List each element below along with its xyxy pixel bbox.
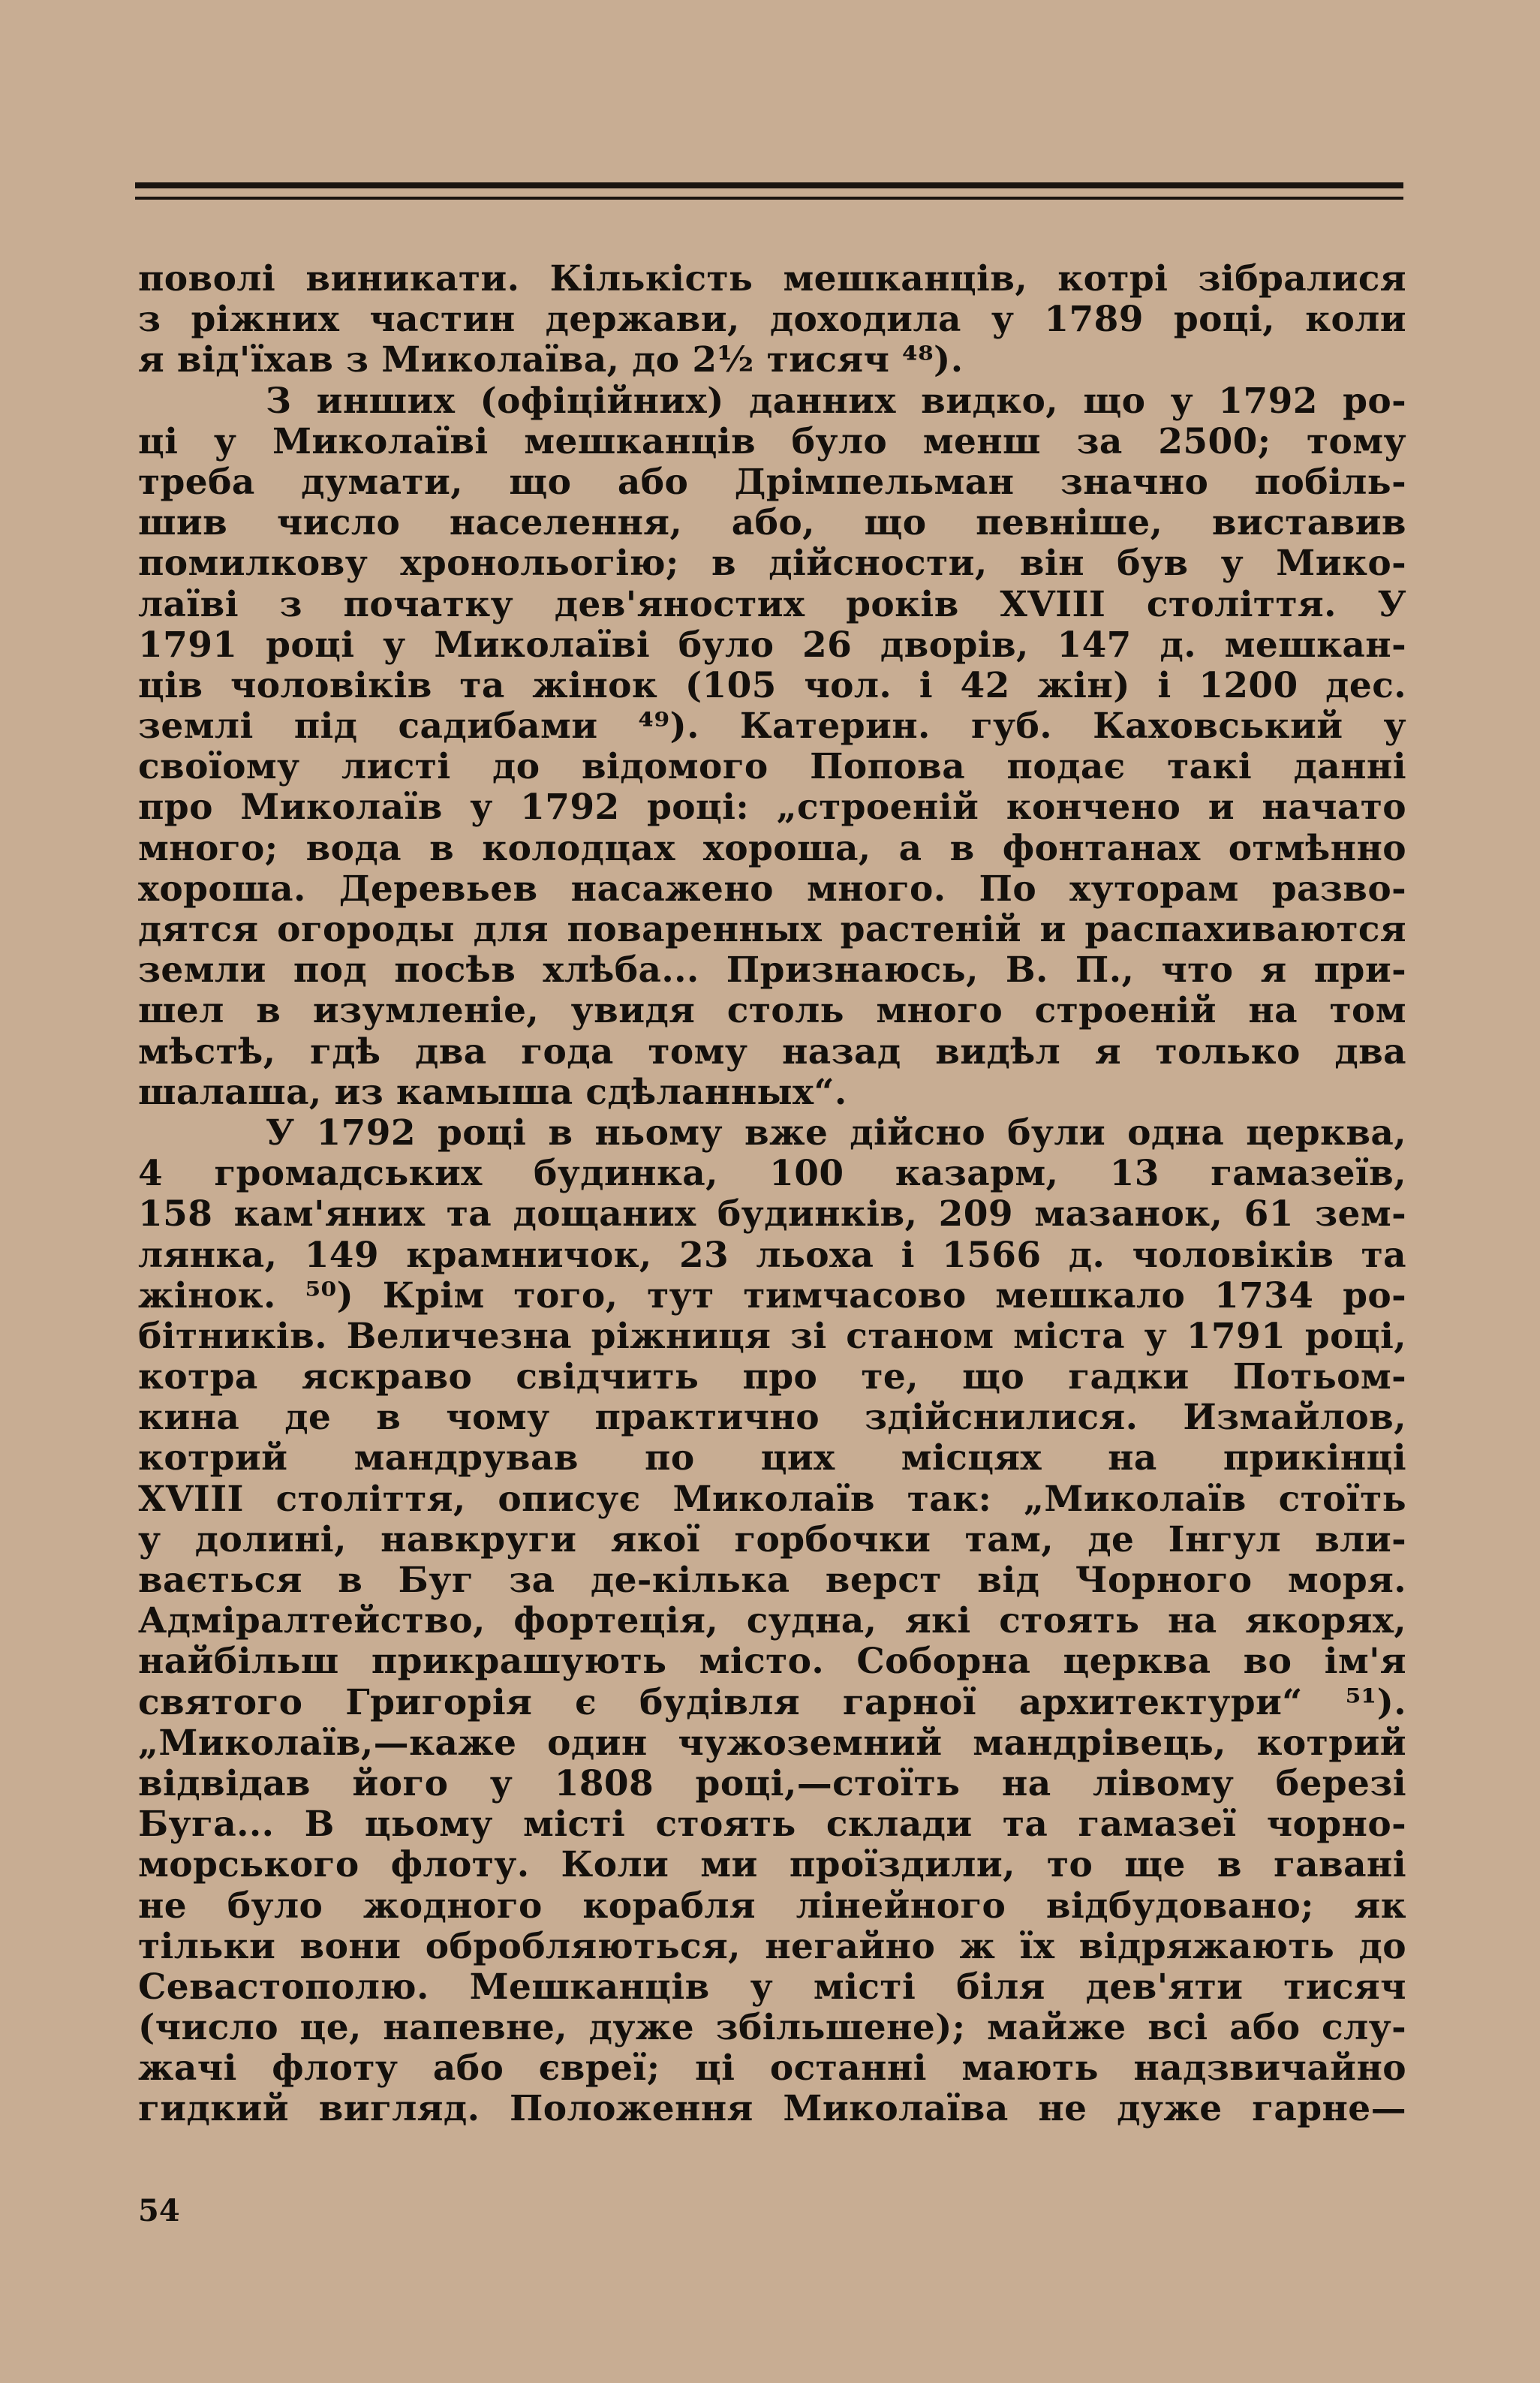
text-line: не було жодного корабля лінейного відбудовано; як bbox=[138, 1885, 1406, 1927]
text-line: лянка, 149 крамничок, 23 льоха і 1566 д. чоловіків та bbox=[138, 1234, 1406, 1276]
text-line: (число це, напевне, дуже збільшене); майже всі або слу- bbox=[138, 2007, 1406, 2049]
text-line: котрий мандрував по цих місцях на прикінці bbox=[138, 1437, 1406, 1479]
text-line: святого Григорія є будівля гарної архитектури“ ⁵¹). bbox=[138, 1681, 1406, 1723]
text-line: вається в Буг за де-кілька верст від Чорного моря. bbox=[138, 1560, 1406, 1601]
text-line: тільки вони обробляються, негайно ж їх відряжають до bbox=[138, 1925, 1406, 1967]
text-line: лаїві з початку дев'яностих років XVIII століття. У bbox=[138, 583, 1406, 625]
text-line: 1791 році у Миколаїві було 26 дворів, 147 д. мешкан- bbox=[138, 624, 1406, 666]
text-line: 158 кам'яних та дощаних будинків, 209 мазанок, 61 зем- bbox=[138, 1193, 1406, 1235]
text-line: кина де в чому практично здійснилися. Измайлов, bbox=[138, 1397, 1406, 1439]
text-line: земли под посѣв хлѣба... Признаюсь, В. П., что я при- bbox=[138, 949, 1406, 991]
text-line: помилкову хронольогію; в дійсности, він був у Мико- bbox=[138, 543, 1406, 585]
text-line: найбільш прикрашують місто. Соборна церква во ім'я bbox=[138, 1641, 1406, 1683]
text-line: Адміралтейство, фортеція, судна, які стоять на якорях, bbox=[138, 1600, 1406, 1642]
text-line: ців чоловіків та жінок (105 чол. і 42 жін) і 1200 дес. bbox=[138, 664, 1406, 706]
text-line: поволі виникати. Кількість мешканців, котрі зібралися bbox=[138, 258, 1406, 299]
text-line: морського флоту. Коли ми проїздили, то ще в гавані bbox=[138, 1844, 1406, 1886]
text-line: дятся огороды для поваренных растеній и распахиваются bbox=[138, 909, 1406, 950]
text-line: відвідав його у 1808 році,—стоїть на лівому березі bbox=[138, 1762, 1406, 1804]
header-rule-thick bbox=[135, 182, 1403, 188]
text-line: ці у Миколаїві мешканців було менш за 2500; тому bbox=[138, 420, 1406, 462]
text-line: „Миколаїв,—каже один чужоземний мандрівець, котрий bbox=[138, 1722, 1406, 1764]
header-rule-thin bbox=[135, 197, 1403, 200]
text-line: жачі флоту або євреї; ці останні мають надзвичайно bbox=[138, 2048, 1406, 2090]
page-body-text bbox=[138, 259, 1406, 2130]
text-line: у долині, навкруги якої горбочки там, де Інгул вли- bbox=[138, 1518, 1406, 1560]
text-line: 4 громадських будинка, 100 казарм, 13 гамазеїв, bbox=[138, 1153, 1406, 1195]
text-line: шел в изумленіе, увидя столь много строеній на том bbox=[138, 990, 1406, 1032]
text-line: я від'їхав з Миколаїва, до 2½ тисяч ⁴⁸). bbox=[138, 339, 964, 381]
text-line: шив число населення, або, що певніше, виставив bbox=[138, 502, 1406, 544]
text-line: своїому листі до відомого Попова подає такі данні bbox=[138, 746, 1406, 788]
text-line: землі під садибами ⁴⁹). Катерин. губ. Каховський у bbox=[138, 706, 1406, 748]
text-line: XVIII століття, описує Миколаїв так: „Миколаїв стоїть bbox=[138, 1478, 1406, 1520]
text-line: з ріжних частин держави, доходила у 1789 році, коли bbox=[138, 299, 1406, 341]
text-line: У 1792 році в ньому вже дійсно були одна церква, bbox=[266, 1112, 1406, 1154]
text-line: шалаша, из камыша сдѣланных“. bbox=[138, 1071, 847, 1113]
text-line: З инших (офіційних) данних видко, що у 1792 ро- bbox=[266, 380, 1406, 422]
text-line: мѣстѣ, гдѣ два года тому назад видѣл я только два bbox=[138, 1031, 1406, 1073]
text-line: котра яскраво свідчить про те, що гадки Потьом- bbox=[138, 1356, 1406, 1398]
text-line: треба думати, що або Дрімпельман значно побіль- bbox=[138, 461, 1406, 503]
text-line: хороша. Деревьев насажено много. По хуторам разво- bbox=[138, 868, 1406, 910]
text-line: про Миколаїв у 1792 році: „строеній кончено и начато bbox=[138, 787, 1406, 829]
page-number: 54 bbox=[138, 2193, 180, 2228]
text-line: жінок. ⁵⁰) Крім того, тут тимчасово мешкало 1734 ро- bbox=[138, 1274, 1406, 1316]
text-line: Буга... В цьому місті стоять склади та гамазеї чорно- bbox=[138, 1804, 1406, 1846]
text-line: гидкий вигляд. Положення Миколаїва не дуже гарне— bbox=[138, 2088, 1406, 2130]
text-line: бітників. Величезна ріжниця зі станом міста у 1791 році, bbox=[138, 1315, 1406, 1357]
text-line: много; вода в колодцах хороша, а в фонтанах отмѣнно bbox=[138, 827, 1406, 869]
text-line: Севастополю. Мешканців у місті біля дев'яти тисяч bbox=[138, 1966, 1406, 2008]
